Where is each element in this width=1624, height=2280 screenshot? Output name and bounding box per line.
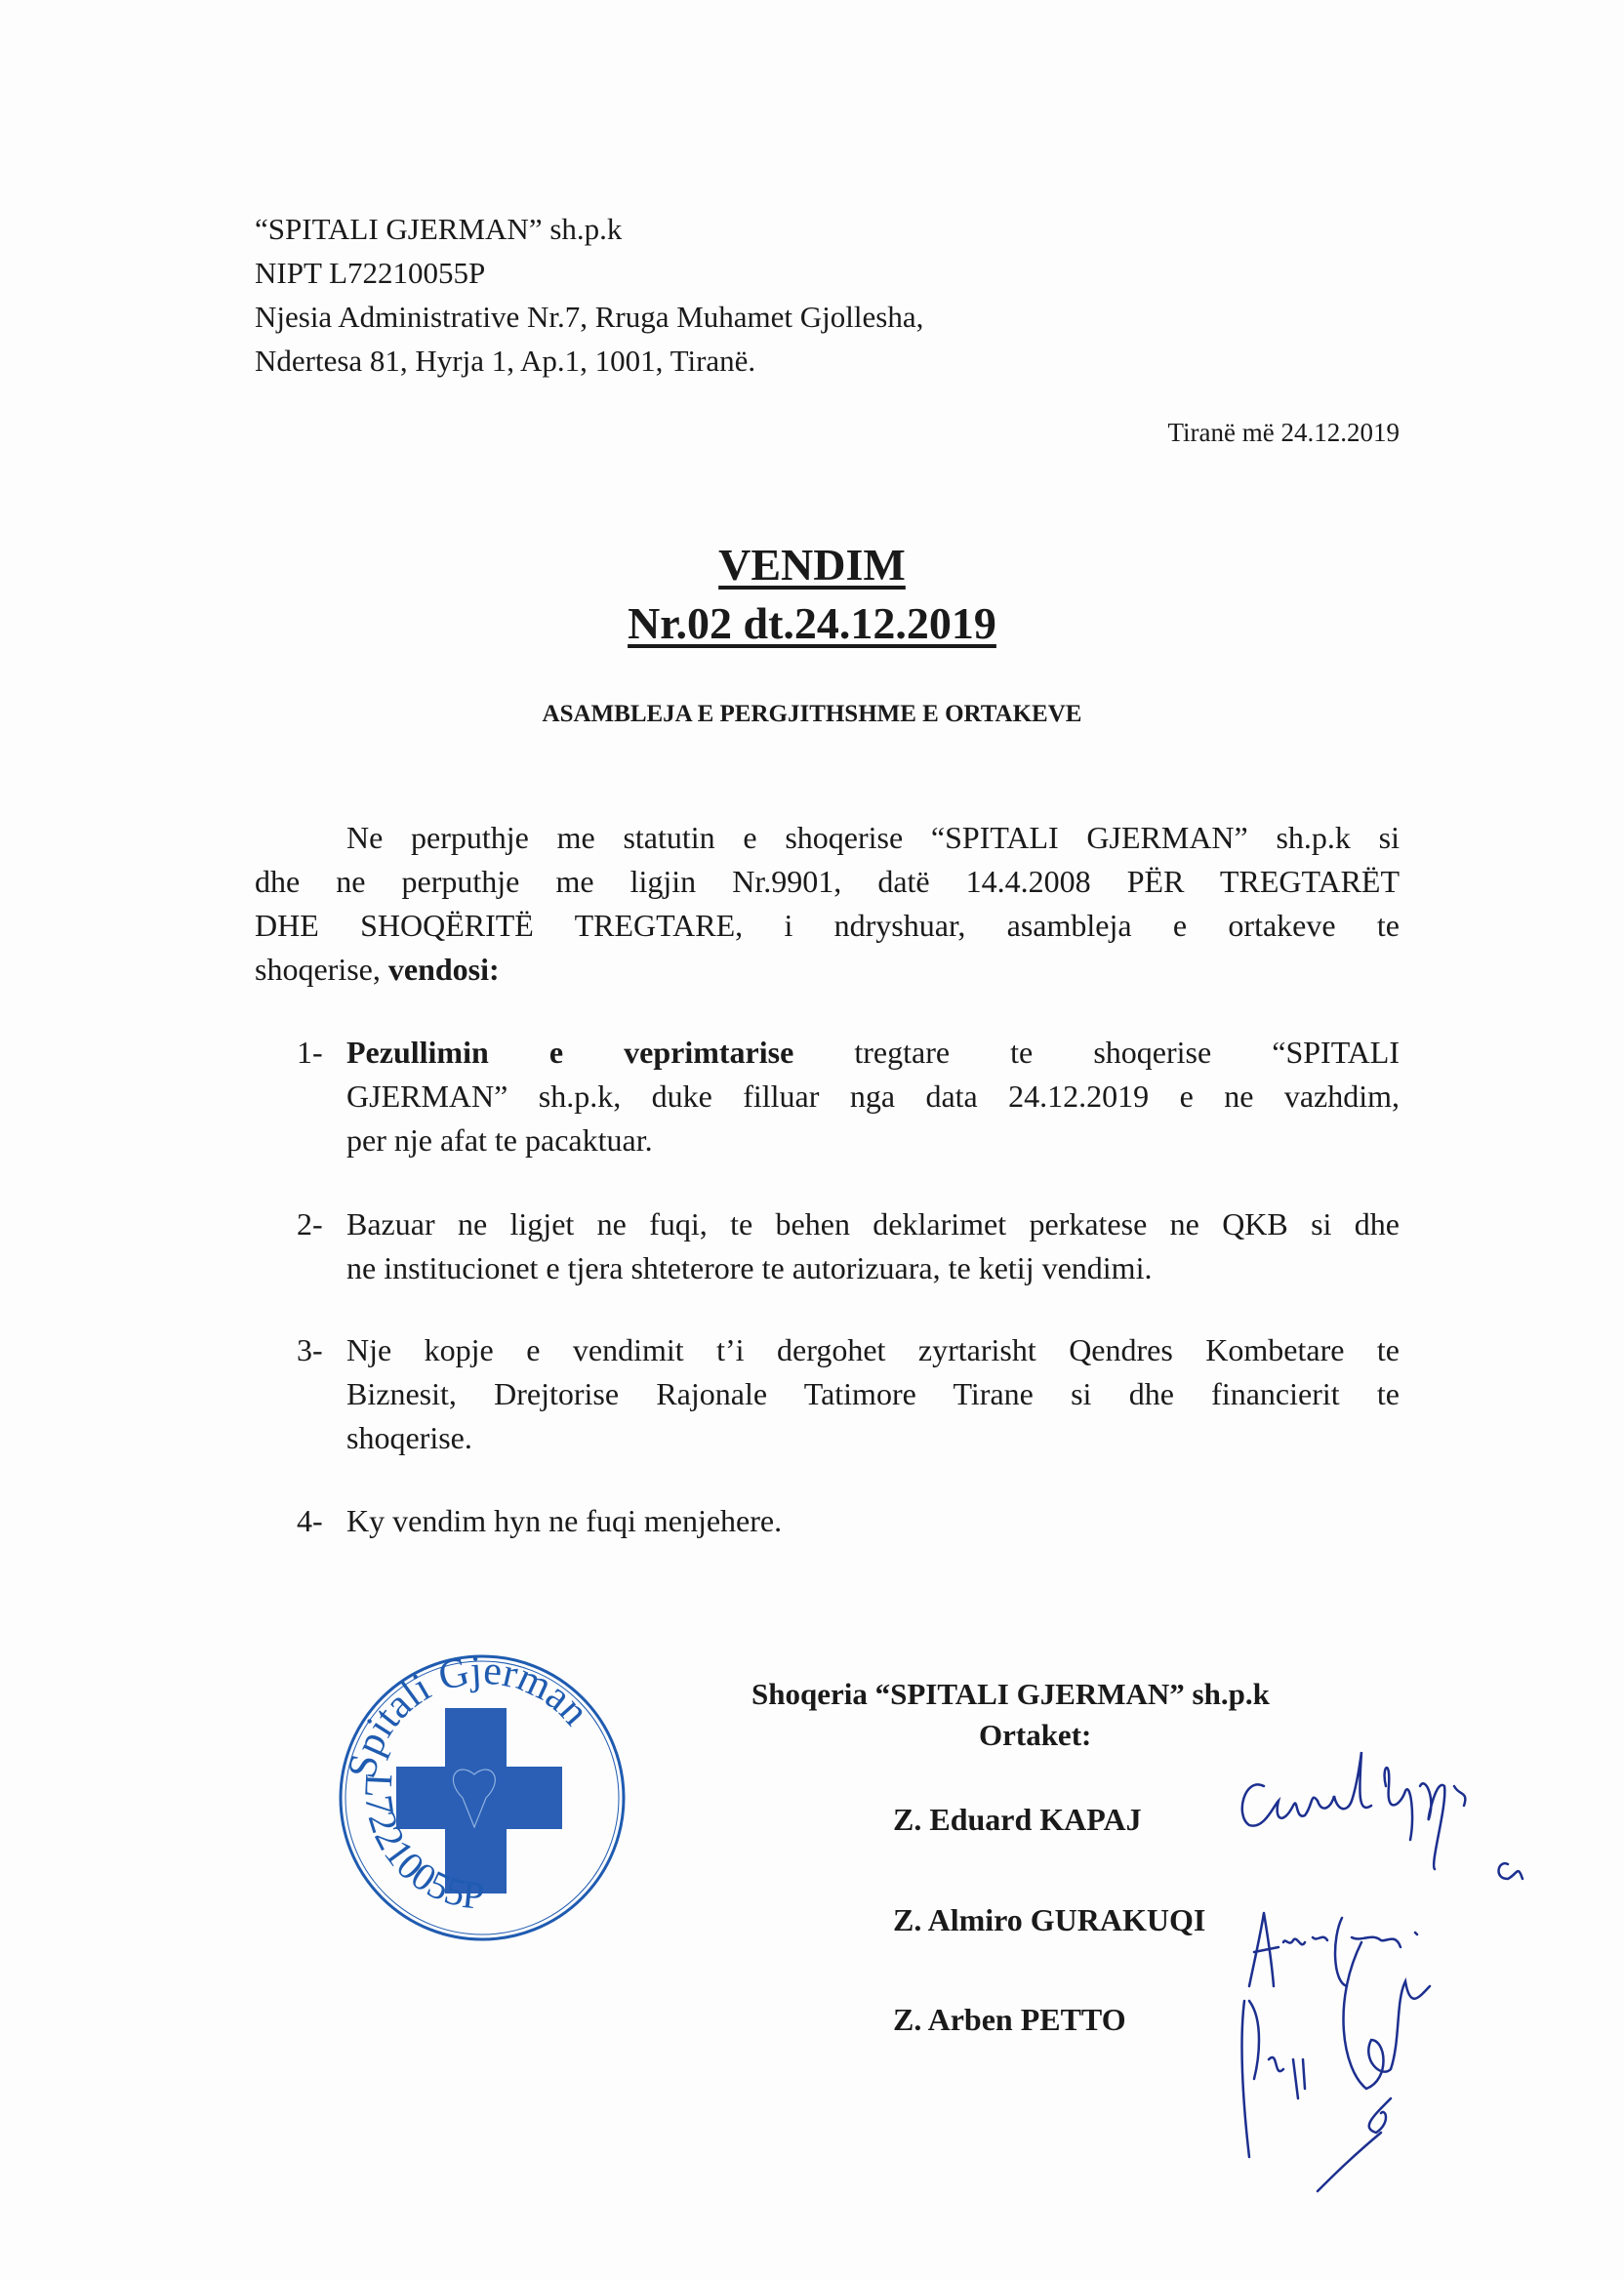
- item-line: Nje kopje e vendimit t’i dergohet zyrtarisht Qendres Kombetare te: [346, 1332, 1400, 1367]
- item-line: Ky vendim hyn ne fuqi menjehere.: [346, 1503, 783, 1538]
- company-stamp: [336, 1651, 629, 1944]
- document-title: VENDIM: [718, 540, 906, 590]
- item-line: Bazuar ne ligjet ne fuqi, te behen deklarimet perkatese ne QKB si dhe: [346, 1206, 1400, 1242]
- stamp-top-text: Spitali Gjerman: [340, 1651, 598, 1783]
- address-line-2: Ndertesa 81, Hyrja 1, Ap.1, 1001, Tiranë.: [255, 344, 756, 378]
- item-line: Biznesit, Drejtorise Rajonale Tatimore Tirane si dhe financierit te: [346, 1376, 1400, 1411]
- item-number: 1-: [297, 1035, 323, 1070]
- list-item: [297, 1031, 1400, 1162]
- item-number: 3-: [297, 1332, 323, 1367]
- signature-eduard-kapaj: [1242, 1752, 1522, 1879]
- list-item: [297, 1328, 1400, 1460]
- intro-line: [255, 948, 1400, 992]
- item-line: ne institucionet e tjera shteterore te autorizuara, te ketij vendimi.: [346, 1250, 1153, 1285]
- partners-label: Ortaket:: [979, 1718, 1092, 1752]
- item-line: shoqerise.: [346, 1420, 472, 1455]
- company-nipt: NIPT L72210055P: [255, 256, 486, 290]
- document-date: Tiranë më 24.12.2019: [1167, 418, 1400, 447]
- decision-number: Nr.02 dt.24.12.2019: [628, 598, 996, 648]
- signature-almiro-gurakuqi: [1249, 1913, 1417, 1986]
- item-number: 4-: [297, 1503, 323, 1538]
- item-text: tregtare te shoqerise “SPITALI: [793, 1035, 1400, 1070]
- item-line: [346, 1031, 1400, 1075]
- list-item: [297, 1499, 1400, 1543]
- intro-line: DHE SHOQËRITË TREGTARE, i ndryshuar, asambleja e ortakeve te: [255, 908, 1400, 943]
- assembly-heading: ASAMBLEJA E PERGJITHSHME E ORTAKEVE: [542, 701, 1082, 727]
- company-header: [255, 207, 923, 383]
- intro-line: Ne perputhje me statutin e shoqerise “SPITALI GJERMAN” sh.p.k si: [346, 820, 1400, 855]
- intro-text: shoqerise,: [255, 952, 388, 987]
- intro-paragraph: [255, 816, 1400, 992]
- item-line: GJERMAN” sh.p.k, duke filluar nga data 24.12.2019 e ne vazhdim,: [346, 1079, 1400, 1114]
- company-name: “SPITALI GJERMAN” sh.p.k: [255, 212, 623, 246]
- partner-name: Z. Eduard KAPAJ: [893, 1802, 1142, 1837]
- intro-bold-text: vendosi:: [387, 952, 500, 987]
- intro-line: dhe ne perputhje me ligjin Nr.9901, datë 14.4.2008 PËR TREGTARËT: [255, 864, 1400, 899]
- partner-name: Z. Almiro GURAKUQI: [893, 1902, 1206, 1937]
- stamp-bottom-text: L72210055P: [356, 1772, 487, 1918]
- signature-company: Shoqeria “SPITALI GJERMAN” sh.p.k: [751, 1677, 1270, 1711]
- signature-arben-petto: [1242, 1942, 1430, 2191]
- list-item: [297, 1202, 1400, 1290]
- item-bold-text: Pezullimin e veprimtarise: [346, 1035, 794, 1070]
- item-line: per nje afat te pacaktuar.: [346, 1122, 653, 1158]
- address-line-1: Njesia Administrative Nr.7, Rruga Muhamet Gjollesha,: [255, 300, 924, 334]
- item-number: 2-: [297, 1206, 323, 1242]
- handwritten-signatures: [1225, 1747, 1615, 2196]
- partner-name: Z. Arben PETTO: [893, 2002, 1126, 2037]
